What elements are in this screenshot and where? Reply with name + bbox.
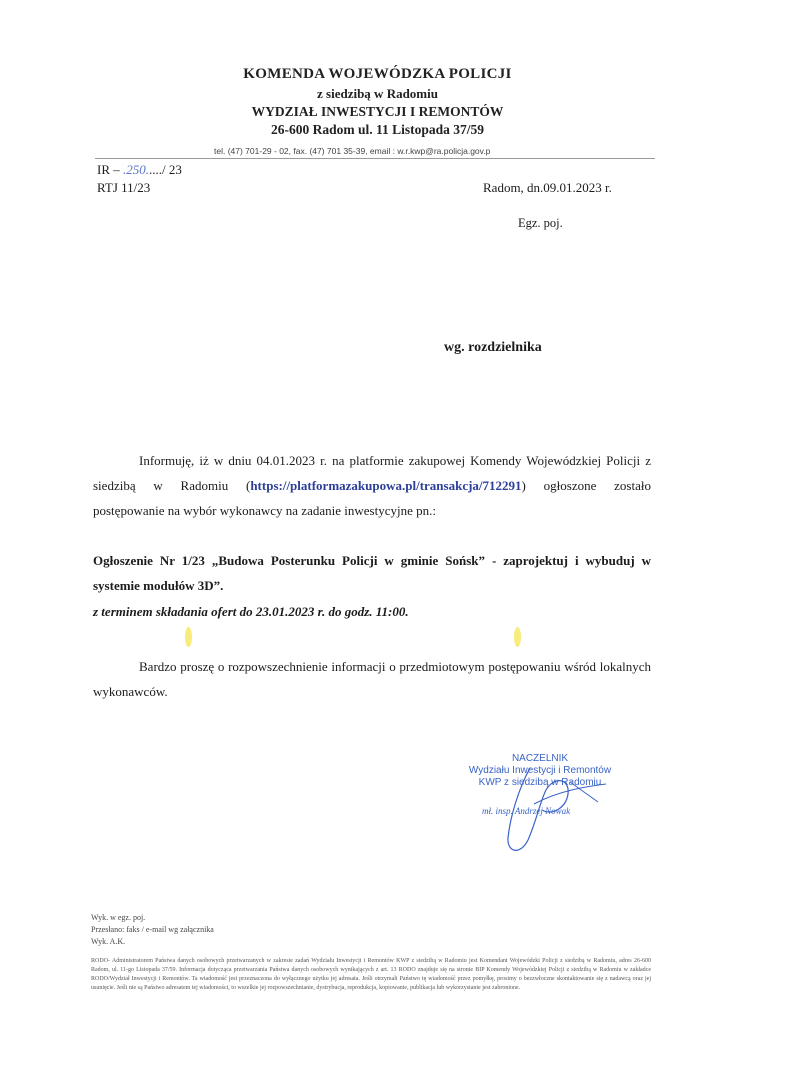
announcement-title: Ogłoszenie Nr 1/23 „Budowa Posterunku Policji w gminie Sońsk” - zaprojektuj i wybuduj w systemie modułów 3D”. — [93, 553, 651, 593]
footer-sent-via: Przesłano: faks / e-mail wg załącznika — [91, 925, 214, 934]
place-date: Radom, dn.09.01.2023 r. — [483, 180, 612, 195]
body-paragraph-1 — [93, 448, 651, 523]
rtj-reference: RTJ 11/23 — [97, 180, 151, 195]
p1-text-after-link: ) ogłoszone zostało postępowanie na wybór wykonawcy na zadanie inwestycyjne pn.: — [93, 478, 651, 518]
footer-copies: Wyk. w egz. poj. — [91, 913, 146, 922]
recipient: wg. rozdzielnika — [444, 340, 542, 355]
ir-suffix: ..../ 23 — [149, 162, 182, 177]
rodo-clause: RODO- Administratorem Państwa danych osobowych przetwarzanych w zakresie zadań Wydziału Inwestycji i Remontów KWP z siedzibą w Radomiu jest Komendant Wojewódzki Policji z siedzibą w Radomiu, adres 26-600 Radom, ul. 11-go Listopada 37/59. Informacja dotycząca przetwarzania Państwa danych osobowych wynikających z art. 13 RODO znajduje się na stronie BIP Komendy Wojewódzkiej Policji z siedzibą w Radomiu w zakładce RODO/Wydział Inwestycji i Remontów. Ta wiadomość jest przeznaczona do wyłącznego użytku jej adresata. Jeśli otrzymali Państwo tę wiadomość przez pomyłkę, prosimy o bezzwłoczne skontaktowanie się z nadawcą oraz jej usunięcie. Jeśli nie są Państwo adresatem tej wiadomości, to wszelkie jej rozpowszechnianie, dystrybucja, reprodukcja, kopiowanie, publikacja lub wykorzystanie jest zabronione. — [91, 958, 651, 991]
ir-handwritten-number: .250. — [123, 162, 149, 177]
p1-text-before-link: Informuję, iż w dniu 04.01.2023 r. na platformie zakupowej Komendy Wojewódzkiej Policji z siedzibą w Radomiu ( — [93, 453, 651, 493]
department-name: WYDZIAŁ INWESTYCJI I REMONTÓW — [251, 104, 504, 119]
header-divider — [95, 158, 655, 159]
ir-reference — [97, 162, 182, 178]
contact-line: tel. (47) 701-29 - 02, fax. (47) 701 35-39, email : w.r.kwp@ra.policja.gov.p — [214, 146, 491, 156]
institution-seat: z siedzibą w Radomiu — [317, 86, 438, 101]
footer-author: Wyk. A.K. — [91, 937, 126, 946]
department-address: 26-600 Radom ul. 11 Listopada 37/59 — [270, 122, 485, 137]
copies-note: Egz. poj. — [518, 216, 563, 230]
stamp-title: NACZELNIK — [511, 753, 569, 764]
offer-deadline: z terminem składania ofert do 23.01.2023 r. do godz. 11:00. — [93, 604, 409, 619]
ir-prefix: IR – — [97, 162, 123, 177]
stamp-unit: KWP z siedzibą w Radomiu — [478, 777, 602, 788]
handwritten-signature — [470, 760, 620, 860]
institution-title: KOMENDA WOJEWÓDZKA POLICJI — [243, 66, 512, 82]
highlight-mark — [185, 627, 192, 647]
highlight-mark — [514, 627, 521, 647]
platform-link[interactable]: https://platformazakupowa.pl/transakcja/712291 — [250, 478, 522, 493]
p2-text: Bardzo proszę o rozpowszechnienie informacji o przedmiotowym postępowaniu wśród lokalnych wykonawców. — [93, 659, 651, 699]
stamp-department: Wydziału Inwestycji i Remontów — [468, 765, 612, 776]
stamp-signatory: mł. insp. Andrzej Nowak — [482, 806, 571, 816]
body-paragraph-2 — [93, 654, 651, 704]
